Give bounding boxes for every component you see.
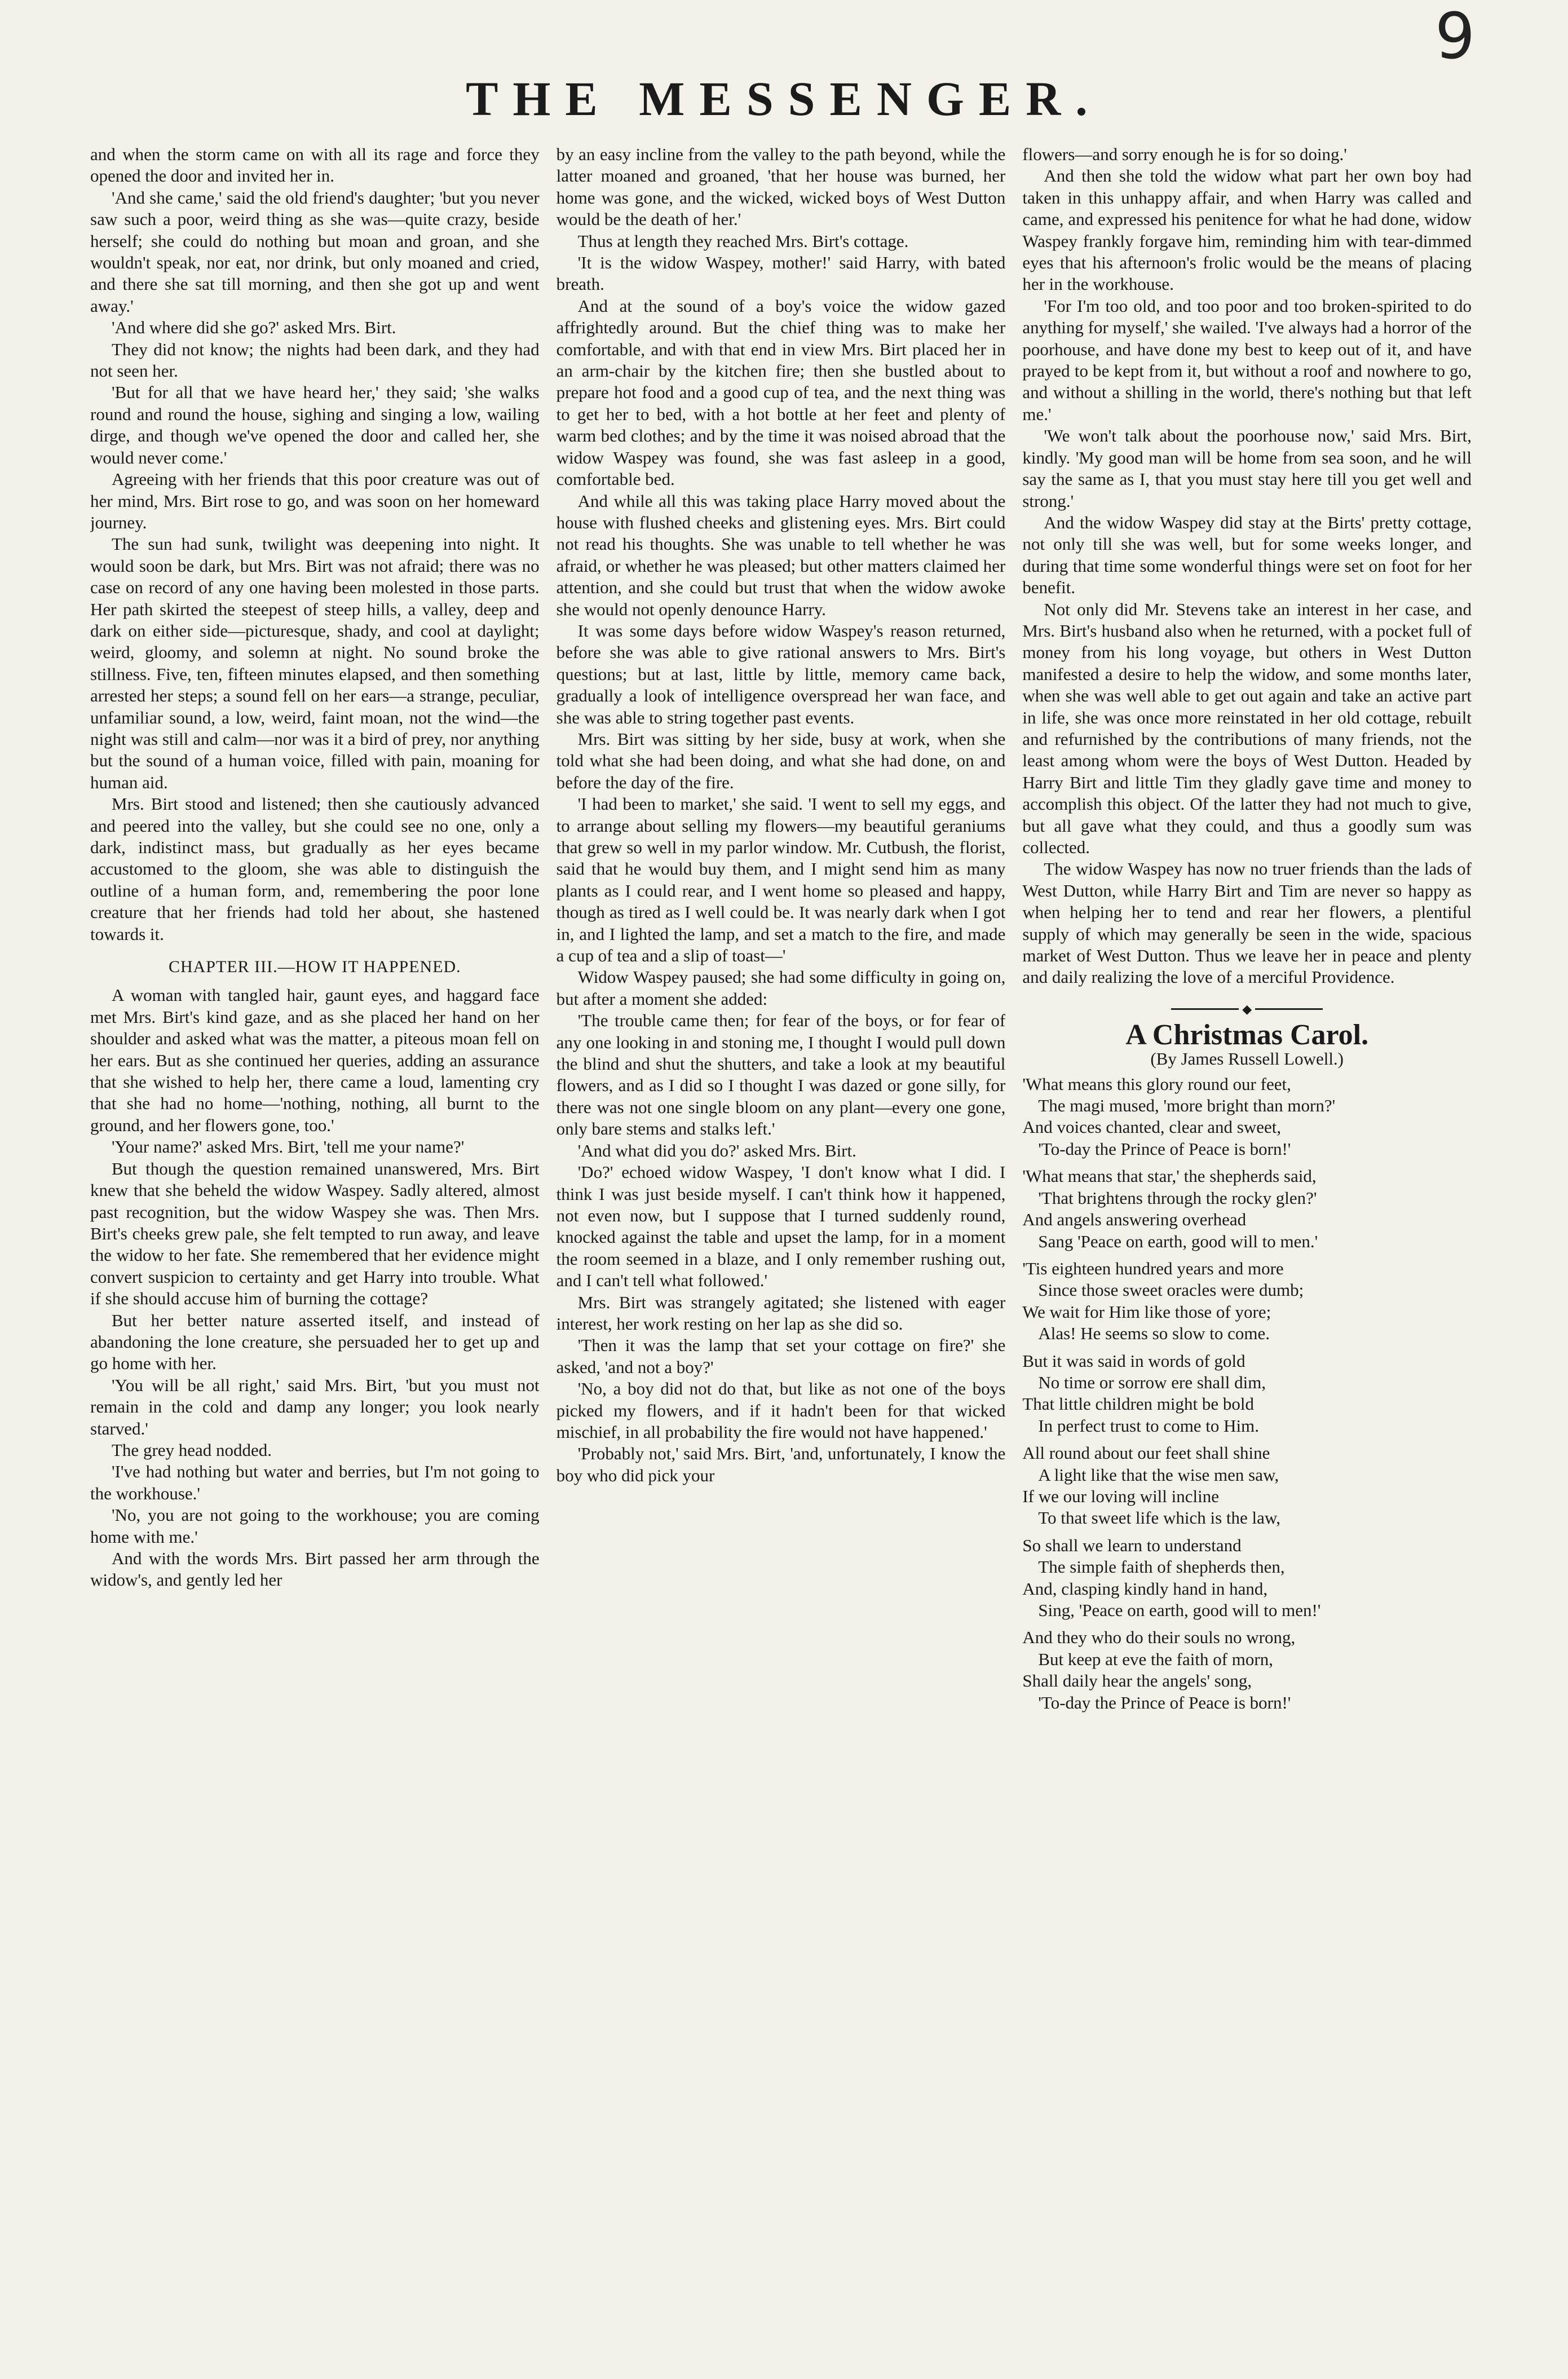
paragraph: Widow Waspey paused; she had some difficulty in going on, but after a moment she added:: [556, 967, 1006, 1009]
poem-line: 'What means this glory round our feet,: [1022, 1074, 1291, 1094]
paragraph: But though the question remained unanswered, Mrs. Birt knew that she beheld the widow Waspey. Sadly altered, almost past recognition, but the widow Waspey she was. Then Mrs. Birt's cheeks grew pale, she felt tempted to run away, and leave the widow to her fate. She remembered that her evidence might convert suspicion to certainty and get Harry into trouble. What if she should accuse him of burning the cottage?: [90, 1158, 540, 1309]
poem-line: Alas! He seems so slow to come.: [1038, 1323, 1270, 1344]
poem-line: So shall we learn to understand: [1022, 1535, 1242, 1555]
paragraph: A woman with tangled hair, gaunt eyes, and haggard face met Mrs. Birt's kind gaze, and as she placed her hand on her shoulder and asked what was the matter, a piteous moan fell on her ears. But as she continued her queries, adding an assurance that she wished to help her, there came a loud, lamenting cry that she had no home—'nothing, nothing, all burnt to the ground, and her flowers gone, too.': [90, 985, 540, 1135]
poem-line: But keep at eve the faith of morn,: [1038, 1649, 1273, 1669]
poem-line: A light like that the wise men saw,: [1038, 1464, 1279, 1485]
paragraph: 'For I'm too old, and too poor and too broken-spirited to do anything for myself,' she wailed. 'I've always had a horror of the poorhouse, and have done my best to keep out of it, and have prayed to be kept from it, but without a roof and nowhere to go, and without a shilling in the world, there's nothing but that left me.': [1022, 295, 1472, 424]
poem-title: A Christmas Carol.: [1125, 1018, 1369, 1051]
paragraph: 'We won't talk about the poorhouse now,' said Mrs. Birt, kindly. 'My good man will be home from sea soon, and he will say the same as I, that you must stay here till you get well and strong.': [1022, 426, 1472, 511]
paragraph: Mrs. Birt stood and listened; then she cautiously advanced and peered into the valley, but she could see no one, only a dark, indistinct mass, but gradually as her eyes became accustomed to the gloom, she was able to distinguish the outline of a human form, and, remembering the poor lone creature that her friends had told her about, she hastened towards it.: [90, 794, 540, 944]
paragraph: 'I had been to market,' she said. 'I went to sell my eggs, and to arrange about selling my flowers—my beautiful geraniums that grew so well in my parlor window. Mr. Cutbush, the florist, said that he would buy them, and I might send him as many plants as I could rear, and I went home so pleased and happy, though as tired as I well could be. It was nearly dark when I got in, and I lighted the lamp, and set a match to the fire, and made a cup of tea and a slip of toast—': [556, 794, 1006, 966]
poem-line: Shall daily hear the angels' song,: [1022, 1671, 1252, 1691]
poem-stanza: [1022, 1074, 1472, 1160]
section-divider: ◆: [1022, 1003, 1472, 1016]
paragraph: 'It is the widow Waspey, mother!' said Harry, with bated breath.: [556, 253, 1006, 294]
poem-line: Since those sweet oracles were dumb;: [1038, 1280, 1304, 1300]
poem-line: No time or sorrow ere shall dim,: [1038, 1372, 1266, 1392]
masthead: THE MESSENGER.: [466, 72, 1102, 126]
poem-stanza: [1022, 1535, 1472, 1622]
poem-line: Sing, 'Peace on earth, good will to men!': [1038, 1600, 1321, 1620]
article-columns: [90, 144, 1472, 2309]
poem-line: Sang 'Peace on earth, good will to men.': [1038, 1231, 1318, 1251]
paragraph: It was some days before widow Waspey's reason returned, before she was able to give rational answers to Mrs. Birt's questions; but at last, little by little, memory came back, gradually a look of intelligence overspread her wan face, and she was able to string together past events.: [556, 620, 1006, 727]
poem-line: We wait for Him like those of yore;: [1022, 1301, 1271, 1322]
paragraph: 'But for all that we have heard her,' they said; 'she walks round and round the house, sighing and singing a low, wailing dirge, and though we've opened the door and called her, she would never come.': [90, 382, 540, 467]
paragraph: Not only did Mr. Stevens take an interest in her case, and Mrs. Birt's husband also when he returned, with a pocket full of money from his long voyage, but others in West Dutton manifested a desire to help the widow, and some months later, when she was well able to get out again and take an active part in life, she was once more reinstated in her old cottage, rebuilt and refurnished by the contributions of many friends, not the least among whom were the boys of West Dutton. Headed by Harry Birt and little Tim they gladly gave time and money to accomplish this object. Of the latter they had not much to give, but all gave what they could, and thus a goodly sum was collected.: [1022, 599, 1472, 857]
paragraph: Agreeing with her friends that this poor creature was out of her mind, Mrs. Birt rose to go, and was soon on her homeward journey.: [90, 469, 540, 532]
poem-line: 'To-day the Prince of Peace is born!': [1038, 1138, 1291, 1159]
paragraph: 'And what did you do?' asked Mrs. Birt.: [577, 1140, 856, 1160]
paragraph: Mrs. Birt was sitting by her side, busy at work, when she told what she had been doing, and what she had done, on and before the day of the fire.: [556, 729, 1006, 792]
poem-line: All round about our feet shall shine: [1022, 1443, 1270, 1463]
poem-line: And they who do their souls no wrong,: [1022, 1627, 1296, 1648]
poem-stanza: [1022, 1627, 1472, 1714]
chapter-heading: CHAPTER III.—HOW IT HAPPENED.: [168, 957, 461, 977]
poem-line: 'What means that star,' the shepherds said,: [1022, 1166, 1317, 1186]
paragraph: 'Then it was the lamp that set your cottage on fire?' she asked, 'and not a boy?': [556, 1335, 1006, 1377]
column-right: [1022, 144, 1472, 2309]
paragraph: 'The trouble came then; for fear of the boys, or for fear of any one looking in and stoning me, I thought I would pull down the blind and shut the shutters, and take a look at my beautiful flowers, and as I did so I thought I was dazed or gone silly, for there was not one single bloom on any plant—every one gone, only bare stems and stalks left.': [556, 1010, 1006, 1139]
paragraph: 'And she came,' said the old friend's daughter; 'but you never saw such a poor, weird thing as she was—quite crazy, beside herself; she could do nothing but moan and groan, and she wouldn't speak, nor eat, nor drink, but only moaned and cried, and there she sat till morning, and then she got up and went away.': [90, 187, 540, 316]
paragraph: And with the words Mrs. Birt passed her arm through the widow's, and gently led her: [90, 1548, 540, 1590]
paragraph: 'I've had nothing but water and berries, but I'm not going to the workhouse.': [90, 1462, 540, 1503]
paragraph: The sun had sunk, twilight was deepening into night. It would soon be dark, but Mrs. Birt was not afraid; there was no case on record of any one having been molested in those parts. Her path skirted the steepest of steep hills, a valley, deep and dark on either side—picturesque, shady, and cool at daylight; weird, gloomy, and solemn at night. No sound broke the stillness. Five, ten, fifteen minutes elapsed, and then something arrested her steps; a sound fell on her ears—a strange, peculiar, unfamiliar sound, a low, weird, faint moan, not the wind—the night was still and calm—nor was it a bird of prey, nor anything but the sound of a human voice, filled with pain, moaning for human aid.: [90, 534, 540, 792]
paragraph: Mrs. Birt was strangely agitated; she listened with eager interest, her work resting on her lap as she did so.: [556, 1292, 1006, 1334]
poem-line: The simple faith of shepherds then,: [1038, 1557, 1285, 1577]
paragraph: 'Do?' echoed widow Waspey, 'I don't know what I did. I think I was just beside myself. I can't think how it happened, not even now, but I suppose that I turned suddenly round, knocked against the table and upset the lamp, for in a moment the room seemed in a blaze, and I only remember rushing out, and I can't tell what followed.': [556, 1162, 1006, 1291]
poem-line: 'To-day the Prince of Peace is born!': [1038, 1692, 1291, 1712]
column-left: [90, 144, 540, 2309]
poem-line: 'Tis eighteen hundred years and more: [1022, 1258, 1284, 1278]
poem-line: But it was said in words of gold: [1022, 1350, 1245, 1371]
paragraph: 'No, a boy did not do that, but like as not one of the boys picked my flowers, and if it hadn't been for that wicked mischief, in all probability the fire would not have happened.': [556, 1379, 1006, 1442]
poem-line: If we our loving will incline: [1022, 1486, 1220, 1506]
poem-stanza: [1022, 1350, 1472, 1437]
poem-stanza: [1022, 1258, 1472, 1345]
paragraph: And while all this was taking place Harry moved about the house with flushed cheeks and glistening eyes. Mrs. Birt could not read his thoughts. She was unable to tell whether he was afraid, or whether he was pleased; but other matters claimed her attention, and she could but trust that when the widow awoke she would not openly denounce Harry.: [556, 491, 1006, 619]
paragraph: The grey head nodded.: [112, 1440, 272, 1460]
paragraph: And then she told the widow what part her own boy had taken in this unhappy affair, and when Harry was called and came, and expressed his penitence for what he had done, widow Waspey frankly forgave him, reminding him with tear-dimmed eyes that his afternoon's frolic would be the means of placing her in the workhouse.: [1022, 166, 1472, 294]
paragraph: And at the sound of a boy's voice the widow gazed affrightedly around. But the chief thing was to make her comfortable, and with that end in view Mrs. Birt placed her in an arm-chair by the kitchen fire; then she bustled about to prepare hot food and a good cup of tea, and the next thing was to get her to bed, with a hot bottle at her feet and plenty of warm bed clothes; and by the time it was noised abroad that the widow Waspey was found, she was fast asleep in a good, comfortable bed.: [556, 295, 1006, 489]
poem-stanza: [1022, 1166, 1472, 1252]
paragraph: 'You will be all right,' said Mrs. Birt, 'but you must not remain in the cold and damp any longer; you look nearly starved.': [90, 1375, 540, 1438]
paragraph: 'Probably not,' said Mrs. Birt, 'and, unfortunately, I know the boy who did pick your: [556, 1444, 1006, 1485]
paragraph: They did not know; the nights had been dark, and they had not seen her.: [90, 339, 540, 381]
paragraph: 'Your name?' asked Mrs. Birt, 'tell me your name?': [112, 1137, 465, 1157]
paragraph: But her better nature asserted itself, and instead of abandoning the lone creature, she persuaded her to get up and go home with her.: [90, 1310, 540, 1374]
page-number: 9: [1435, 0, 1476, 73]
poem-line: And angels answering overhead: [1022, 1210, 1247, 1230]
poem-line: And voices chanted, clear and sweet,: [1022, 1117, 1282, 1137]
poem-body: [1022, 1074, 1472, 1714]
poem-line: To that sweet life which is the law,: [1038, 1508, 1281, 1528]
paragraph: 'No, you are not going to the workhouse; you are coming home with me.': [90, 1505, 540, 1547]
poem-line: The magi mused, 'more bright than morn?': [1038, 1096, 1336, 1116]
paragraph: 'And where did she go?' asked Mrs. Birt.: [112, 317, 396, 338]
poem-line: In perfect trust to come to Him.: [1038, 1415, 1260, 1436]
paragraph: flowers—and sorry enough he is for so doing.': [1022, 144, 1347, 164]
paragraph: and when the storm came on with all its rage and force they opened the door and invited her in.: [90, 144, 540, 186]
poem-stanza: [1022, 1442, 1472, 1529]
paragraph: And the widow Waspey did stay at the Birts' pretty cottage, not only till she was well, but for some weeks longer, and during that time some wonderful things were set on foot for her benefit.: [1022, 512, 1472, 598]
story-conclusion: [1022, 144, 1472, 988]
poem-line: And, clasping kindly hand in hand,: [1022, 1578, 1268, 1599]
column-middle: [556, 144, 1006, 2309]
paragraph: The widow Waspey has now no truer friends than the lads of West Dutton, while Harry Birt and Tim are never so happy as when helping her to tend and rear her flowers, a plentiful supply of which may generally be seen in the wide, spacious market of West Dutton. Thus we leave her in peace and plenty and daily realizing the love of a merciful Providence.: [1022, 859, 1472, 987]
paragraph: by an easy incline from the valley to the path beyond, while the latter moaned and groaned, 'that her house was burned, her home was gone, and the wicked, wicked boys of West Dutton would be the death of her.': [556, 144, 1006, 229]
poem-line: 'That brightens through the rocky glen?': [1038, 1188, 1317, 1208]
paragraph: Thus at length they reached Mrs. Birt's cottage.: [577, 231, 909, 251]
poem-line: That little children might be bold: [1022, 1394, 1255, 1414]
poem-byline: (By James Russell Lowell.): [1150, 1049, 1344, 1069]
